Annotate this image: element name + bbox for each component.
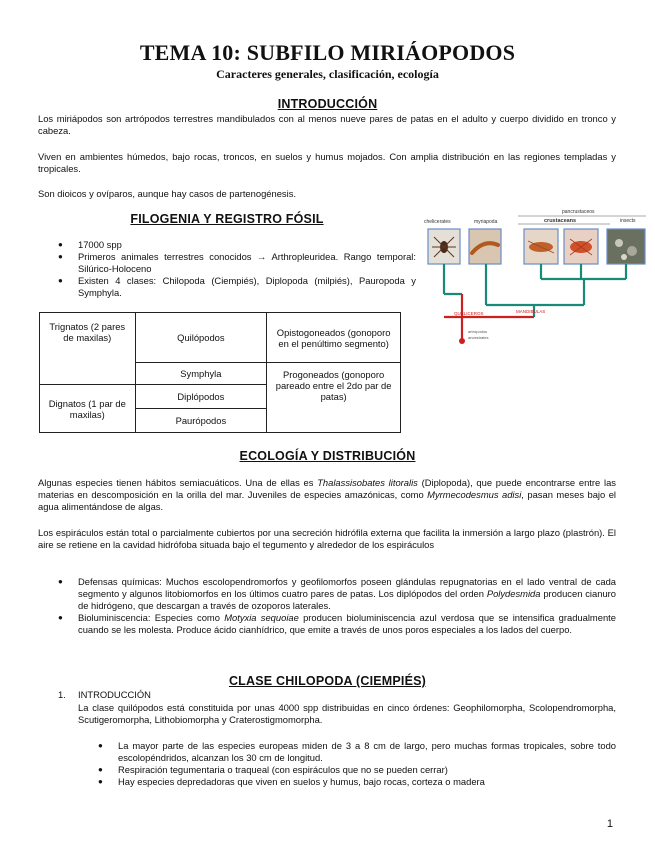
page-number: 1 xyxy=(606,818,613,830)
cell-symphyla: Symphyla xyxy=(135,363,267,385)
cell-diplopodos: Diplópodos xyxy=(135,385,267,409)
phylogeny-figure xyxy=(424,209,648,349)
chilopoda-paragraph: La clase quilópodos está constituida por unas 4000 spp distribuidas en cinco órdenes: Geophilomorpha, Scolopendromorpha, Scutigeromorpha, Lithobiomorpha y Craterostigmomorpha. xyxy=(78,702,616,725)
taxon-label-3: crustaceans xyxy=(544,218,577,224)
root-node xyxy=(459,338,465,344)
list-item: ● Respiración tegumentaria o traqueal (con espiráculos que no se pueden cerrar) xyxy=(98,764,616,776)
intro-paragraph-2: Viven en ambientes húmedos, bajo rocas, troncos, en suelos y humus mojados. Con amplia distribución en las regiones templadas y tropicales. xyxy=(38,151,616,174)
crustacean-image-2 xyxy=(564,229,598,264)
chilopoda-heading: CLASE CHILOPODA (CIEMPIÉS) xyxy=(228,674,427,688)
node-label-mandibulas: MANDIBULAS xyxy=(516,309,546,314)
ecologia-list xyxy=(58,576,616,636)
cell-trignatos: Trignatos (2 pares de maxilas) xyxy=(40,313,136,385)
filogenia-list xyxy=(58,239,416,299)
ecologia-heading: ECOLOGÍA Y DISTRIBUCIÓN xyxy=(239,449,416,463)
legend-line-2: ancestrales xyxy=(468,335,489,340)
list-item: ● Primeros animales terrestres conocidos → Arthropleuridea. Rango temporal: Silúrico-Holoceno xyxy=(58,251,416,275)
cell-pauropodos: Paurópodos xyxy=(135,409,267,433)
document-title: TEMA 10: SUBFILO MIRIÁOPODOS xyxy=(139,40,516,65)
top-label: pancrustaceos xyxy=(562,209,595,215)
cell-quilopodos: Quilópodos xyxy=(135,313,267,363)
document-subtitle: Caracteres generales, clasificación, ecología xyxy=(216,67,439,81)
taxon-label-1: chelicerates xyxy=(424,219,451,225)
crustacean-image-1 xyxy=(524,229,558,264)
intro-heading: INTRODUCCIÓN xyxy=(277,97,378,111)
insect-image xyxy=(607,229,645,264)
chilopoda-subheading: INTRODUCCIÓN xyxy=(78,689,151,700)
cell-dignatos: Dignatos (1 par de maxilas) xyxy=(40,385,136,433)
ecologia-paragraph-1: Algunas especies tienen hábitos semiacuáticos. Una de ellas es Thalassisobates litoralis (Diplopoda), que puede encontrarse entre las materias en descomposición en la orilla del mar. Juveniles de especies amazónicas, como Myrmecodesmus adisi, pasan meses bajo el agua alimentándose de algas. xyxy=(38,477,616,512)
taxon-label-2: myriapoda xyxy=(474,219,498,225)
list-item: ● Existen 4 clases: Chilopoda (Ciempiés), Diplopoda (milpiés), Pauropoda y Symphyla. xyxy=(58,275,416,299)
taxon-label-4: insects xyxy=(620,218,636,224)
cell-progoneados: Progoneados (gonoporo pareado entre el 2do par de patas) xyxy=(267,363,401,433)
list-item: ● Hay especies depredadoras que viven en suelos y humus, bajo rocas, corteza o madera xyxy=(98,776,616,788)
section-number: 1. xyxy=(58,689,66,700)
legend-line-1: artrópodos xyxy=(468,329,488,334)
intro-paragraph-1: Los miriápodos son artrópodos terrestres mandibulados con al menos nueve pares de patas en el adulto y cuerpo dividido en tronco y cabeza. xyxy=(38,113,616,136)
classification-table xyxy=(39,312,401,433)
intro-paragraph-3: Son dioicos y ovíparos, aunque hay casos de partenogénesis. xyxy=(38,188,296,199)
myriapod-image xyxy=(469,229,501,264)
chelicerate-image xyxy=(428,229,460,264)
ecologia-paragraph-2: Los espiráculos están total o parcialmente cubiertos por una secreción hidrófila externa que facilita la inmersión a largo plazo (plastrón). El aire se retiene en la cavidad hidrófoba situada bajo el tegumento y alrededor de los espiráculos xyxy=(38,527,616,550)
list-item: ● La mayor parte de las especies europeas miden de 3 a 8 cm de largo, pero muchas formas tropicales, sobre todo escolopéndridos, alcanzan los 30 cm de longitud. xyxy=(98,740,616,764)
list-item: ● Bioluminiscencia: Especies como Motyxia sequoiae producen bioluminiscencia azul verdosa que se intensifica gradualmente cuando se les molesta. Produce ácido cianhídrico, que emite a través de unos poros especiales a los lados del cuerpo. xyxy=(58,612,616,636)
filogenia-heading: FILOGENIA Y REGISTRO FÓSIL xyxy=(130,212,324,226)
list-item: ● 17000 spp xyxy=(58,239,416,251)
chilopoda-list xyxy=(98,740,616,788)
cell-opistogoneados: Opistogoneados (gonoporo en el penúltimo segmento) xyxy=(267,313,401,363)
node-label-queliceros: QUELICEROS xyxy=(454,311,484,316)
list-item: ● Defensas químicas: Muchos escolopendromorfos y geofilomorfos poseen glándulas repugnatorias en el lado ventral de cada segmento y algunos litobiomorfos en los últimos cuatro pares de patas. Los diplópodos del orden Polydesmida producen cianuro de hidrógeno, que descargan a través de ozoporos laterales. xyxy=(58,576,616,612)
